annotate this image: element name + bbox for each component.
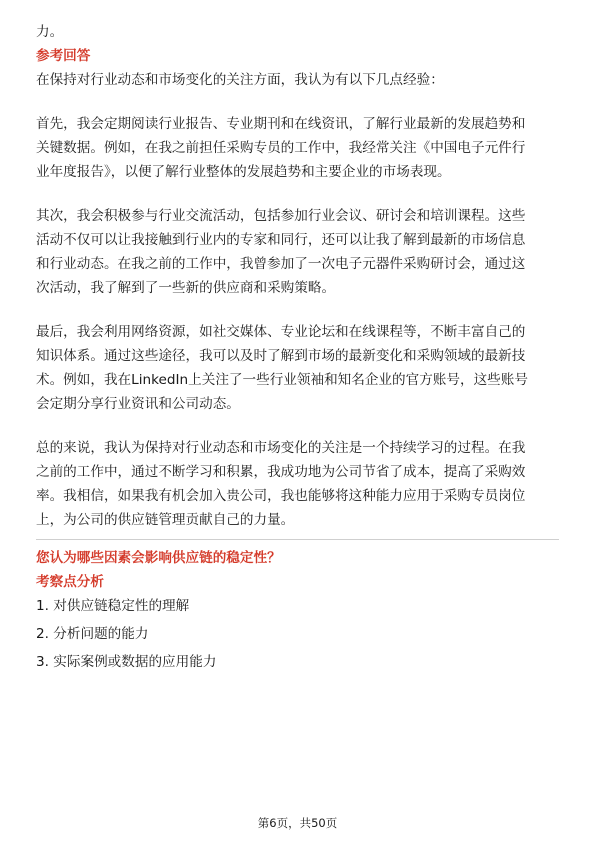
paragraph-line: 首先，我会定期阅读行业报告、专业期刊和在线资讯，了解行业最新的发展趋势和 (36, 116, 526, 132)
spacer (36, 184, 559, 204)
answer-heading: 参考回答 (36, 48, 91, 64)
paragraph-line: 上，为公司的供应链管理贡献自己的力量。 (36, 512, 295, 528)
paragraph-line: 其次，我会积极参与行业交流活动，包括参加行业会议、研讨会和培训课程。这些 (36, 208, 526, 224)
paragraph-line: 关键数据。例如，在我之前担任采购专员的工作中，我经常关注《中国电子元件行 (36, 140, 526, 156)
analysis-item: 3. 实际案例或数据的应用能力 (36, 654, 217, 670)
paragraph-line: 最后，我会利用网络资源，如社交媒体、专业论坛和在线课程等，不断丰富自己的 (36, 324, 526, 340)
section-divider (36, 539, 559, 540)
paragraph-line: 次活动，我了解到了一些新的供应商和采购策略。 (36, 280, 336, 296)
paragraph-line: 率。我相信，如果我有机会加入贵公司，我也能够将这种能力应用于采购专员岗位 (36, 488, 526, 504)
paragraph-line: 知识体系。通过这些途径，我可以及时了解到市场的最新变化和采购领域的最新技 (36, 348, 526, 364)
paragraph-line: 之前的工作中，通过不断学习和积累，我成功地为公司节省了成本，提高了采购效 (36, 464, 526, 480)
paragraph-line: 会定期分享行业资讯和公司动态。 (36, 396, 240, 412)
spacer (36, 92, 559, 112)
answer-paragraph-2 (36, 204, 559, 300)
spacer (36, 416, 559, 436)
paragraph-line: 活动不仅可以让我接触到行业内的专家和同行，还可以让我了解到最新的市场信息 (36, 232, 526, 248)
answer-paragraph-4 (36, 436, 559, 532)
answer-intro: 在保持对行业动态和市场变化的关注方面，我认为有以下几点经验： (36, 72, 444, 88)
page-footer: 第6页，共50页 (257, 816, 338, 830)
paragraph-line: 业年度报告》，以便了解行业整体的发展趋势和主要企业的市场表现。 (36, 164, 451, 180)
page-content (36, 20, 559, 678)
paragraph-line: 总的来说，我认为保持对行业动态和市场变化的关注是一个持续学习的过程。在我 (36, 440, 526, 456)
answer-paragraph-1 (36, 112, 559, 184)
analysis-item: 2. 分析问题的能力 (36, 626, 149, 642)
answer-paragraph-3 (36, 320, 559, 416)
spacer (36, 300, 559, 320)
analysis-heading: 考察点分析 (36, 574, 104, 590)
continuation-text: 力。 (36, 24, 64, 40)
paragraph-line: 和行业动态。在我之前的工作中，我曾参加了一次电子元器件采购研讨会，通过这 (36, 256, 526, 272)
paragraph-line: 术。例如，我在LinkedIn上关注了一些行业领袖和知名企业的官方账号，这些账号 (36, 372, 528, 388)
analysis-item: 1. 对供应链稳定性的理解 (36, 598, 190, 614)
question-heading: 您认为哪些因素会影响供应链的稳定性？ (36, 550, 281, 566)
